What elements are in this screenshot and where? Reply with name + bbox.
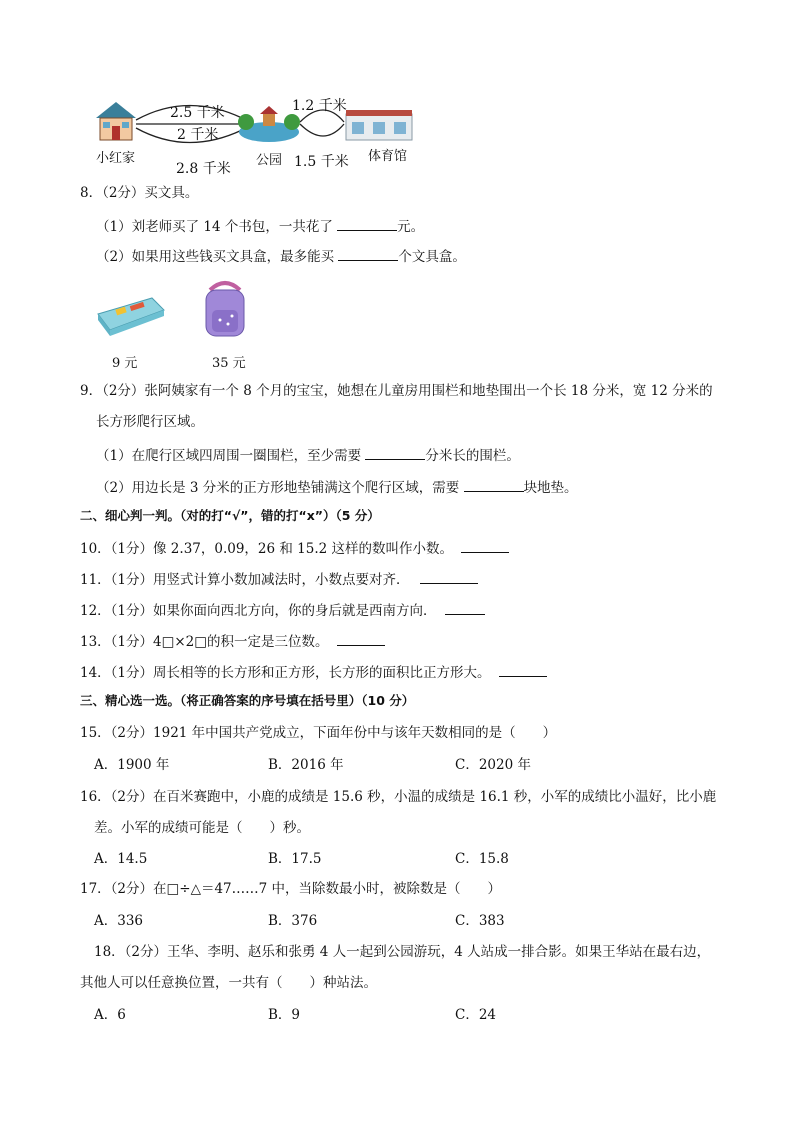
q15-option-a[interactable]: A．1900 年 xyxy=(94,757,170,773)
home-label: 小红家 xyxy=(96,151,136,166)
q9-answer-blank-2[interactable] xyxy=(464,477,524,492)
price-school-bag: 35 元 xyxy=(212,356,246,371)
q9-part1 xyxy=(96,445,520,465)
q8-part2-text: （2）如果用这些钱买文具盒，最多能买 xyxy=(96,249,339,265)
judge-q12 xyxy=(80,600,485,620)
distance-label-1: 2.5 千米 xyxy=(170,105,225,121)
house-icon xyxy=(94,100,138,144)
judge-q13-answer[interactable] xyxy=(337,631,385,646)
school-bag-image xyxy=(198,280,252,340)
judge-q14 xyxy=(80,662,547,682)
q9-part2 xyxy=(96,477,578,497)
q9-part2-unit: 块地垫。 xyxy=(523,480,578,496)
q8-part1 xyxy=(96,216,424,236)
q18-line1: 18．（2分）王华、李明、赵乐和张勇 4 人一起到公园游玩，4 人站成一排合影。如果王华站在最右边， xyxy=(94,944,711,960)
q9-part2-text: （2）用边长是 3 分米的正方形地垫铺满这个爬行区域，需要 xyxy=(96,480,464,496)
q18-option-b[interactable]: B．9 xyxy=(268,1007,301,1023)
judge-q13-text: 13．（1分）4□×2□的积一定是三位数。 xyxy=(80,634,329,650)
judge-q10-answer[interactable] xyxy=(461,538,509,553)
judge-q10 xyxy=(80,538,509,558)
q17-option-b[interactable]: B．376 xyxy=(268,913,318,929)
q16-line2: 差。小军的成绩可能是（ ）秒。 xyxy=(94,820,310,836)
judge-q11 xyxy=(80,569,478,589)
q8-part1-unit: 元。 xyxy=(397,219,425,235)
gym-label: 体育馆 xyxy=(368,149,408,164)
judge-q11-answer[interactable] xyxy=(420,569,478,584)
park-label: 公园 xyxy=(256,153,283,168)
distance-label-4: 1.2 千米 xyxy=(292,98,347,114)
q8-part2 xyxy=(96,246,466,266)
judge-q13 xyxy=(80,631,385,651)
park-icon xyxy=(238,104,300,144)
q9-answer-blank-1[interactable] xyxy=(365,445,425,460)
distance-label-5: 1.5 千米 xyxy=(294,154,349,170)
q9-line2: 长方形爬行区域。 xyxy=(96,414,204,430)
judge-q14-answer[interactable] xyxy=(499,662,547,677)
q18-line2: 其他人可以任意换位置，一共有（ ）种站法。 xyxy=(80,975,377,991)
judge-q12-text: 12．（1分）如果你面向西北方向，你的身后就是西南方向． xyxy=(80,603,437,619)
q9-part1-unit: 分米长的围栏。 xyxy=(425,448,520,464)
distance-label-2: 2 千米 xyxy=(177,127,219,143)
section-3-heading: 三、精心选一选。（将正确答案的序号填在括号里）（10 分） xyxy=(80,693,415,708)
q16-option-a[interactable]: A．14.5 xyxy=(94,851,148,867)
q8-answer-blank-1[interactable] xyxy=(337,216,397,231)
judge-q11-text: 11．（1分）用竖式计算小数加减法时，小数点要对齐． xyxy=(80,572,410,588)
section-2-heading: 二、细心判一判。（对的打“√”，错的打“x”）（5 分） xyxy=(80,508,380,523)
q17-text: 17．（2分）在□÷△＝47……7 中，当除数最小时，被除数是（ ） xyxy=(80,881,502,897)
q15-text: 15．（2分）1921 年中国共产党成立，下面年份中与该年天数相同的是（ ） xyxy=(80,725,557,741)
pencil-case-image xyxy=(94,294,168,340)
q8-part2-unit: 个文具盒。 xyxy=(398,249,466,265)
q18-option-a[interactable]: A．6 xyxy=(94,1007,126,1023)
q15-option-c[interactable]: C．2020 年 xyxy=(455,757,531,773)
q8-title: 8．（2分）买文具。 xyxy=(80,185,199,201)
q8-answer-blank-2[interactable] xyxy=(338,246,398,261)
q17-option-a[interactable]: A．336 xyxy=(94,913,144,929)
distance-label-3: 2.8 千米 xyxy=(176,161,231,177)
q15-option-b[interactable]: B．2016 年 xyxy=(268,757,344,773)
q9-line1: 9．（2分）张阿姨家有一个 8 个月的宝宝，她想在儿童房用围栏和地垫围出一个长 18 分米，宽 12 分米的 xyxy=(80,383,713,399)
judge-q12-answer[interactable] xyxy=(445,600,485,615)
gym-icon xyxy=(344,106,414,142)
route-map xyxy=(92,92,422,177)
q17-option-c[interactable]: C．383 xyxy=(455,913,505,929)
q16-line1: 16．（2分）在百米赛跑中，小鹿的成绩是 15.6 秒，小温的成绩是 16.1 秒，小军的成绩比小温好，比小鹿 xyxy=(80,789,717,805)
q8-part1-text: （1）刘老师买了 14 个书包，一共花了 xyxy=(96,219,338,235)
judge-q14-text: 14．（1分）周长相等的长方形和正方形，长方形的面积比正方形大。 xyxy=(80,665,491,681)
judge-q10-text: 10．（1分）像 2.37，0.09，26 和 15.2 这样的数叫作小数。 xyxy=(80,541,454,557)
q18-option-c[interactable]: C．24 xyxy=(455,1007,497,1023)
q9-part1-text: （1）在爬行区域四周围一圈围栏，至少需要 xyxy=(96,448,366,464)
price-pencil-case: 9 元 xyxy=(112,356,138,371)
q16-option-c[interactable]: C．15.8 xyxy=(455,851,509,867)
q16-option-b[interactable]: B．17.5 xyxy=(268,851,322,867)
